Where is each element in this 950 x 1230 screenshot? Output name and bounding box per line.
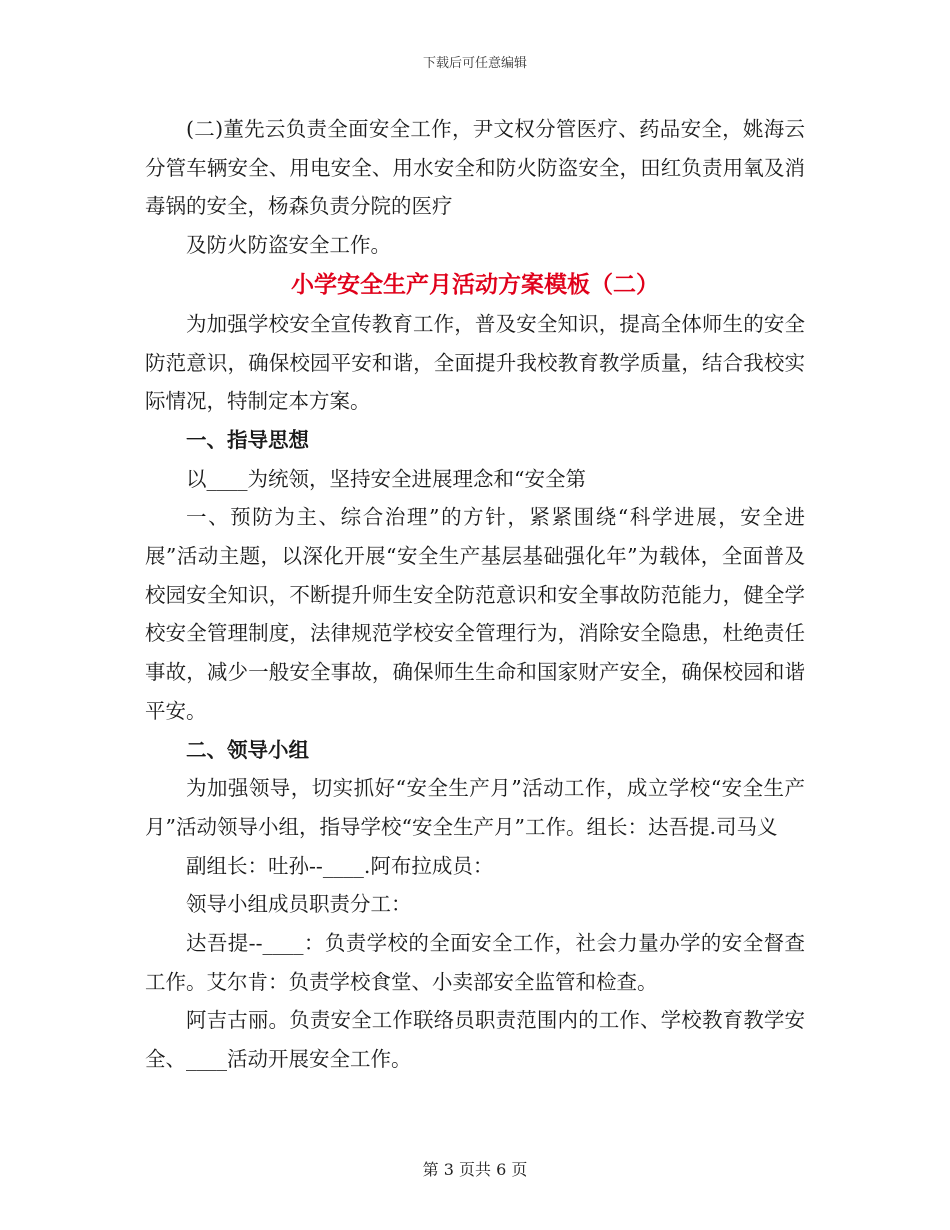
- paragraph-deputy-leader: 副组长：吐孙--____.阿布拉成员：: [186, 853, 494, 878]
- page-header: 下载后可任意编辑: [422, 56, 527, 71]
- page-footer: 第 3 页共 6 页: [422, 1160, 528, 1179]
- paragraph-duties-2: 阿吉古丽。负责安全工作联络员职责范围内的工作、学校教育教学安全、____活动开展安全工作。: [145, 1008, 805, 1072]
- paragraph-intro: 为加强学校安全宣传教育工作，普及安全知识，提高全体师生的安全防范意识，确保校园平安和谐，全面提升我校教育教学质量，结合我校实际情况，特制定本方案。: [145, 311, 805, 414]
- paragraph-guiding-2: 一、预防为主、综合治理”的方针，紧紧围绕“科学进展，安全进展”活动主题，以深化开展“安全生产基层基础强化年”为载体，全面普及校园安全知识，不断提升师生安全防范意识和安全事故防范能力，健全学校安全管理制度，法律规范学校安全管理行为，消除安全隐患，杜绝责任事故，减少一般安全事故，确保师生生命和国家财产安全，确保校园和谐平安。: [145, 505, 805, 723]
- document-body: [145, 110, 805, 1079]
- paragraph-responsibilities: (二)董先云负责全面安全工作，尹文权分管医疗、药品安全，姚海云分管车辆安全、用电安全、用水安全和防火防盗安全，田红负责用氧及消毒锅的安全，杨森负责分院的医疗: [145, 117, 805, 219]
- paragraph-duties-heading: 领导小组成员职责分工：: [186, 892, 412, 917]
- section-heading-leadership-group: 二、领导小组: [186, 737, 309, 762]
- document-title: 小学安全生产月活动方案模板（二）: [291, 270, 659, 298]
- paragraph-guiding-1: 以____为统领，坚持安全进展理念和“安全第: [186, 466, 586, 491]
- paragraph-responsibilities-cont: 及防火防盗安全工作。: [186, 233, 391, 258]
- paragraph-duties-1: 达吾提--____：负责学校的全面安全工作，社会力量办学的安全督查工作。艾尔肯：负责学校食堂、小卖部安全监管和检查。: [145, 931, 805, 994]
- paragraph-leadership: 为加强领导，切实抓好“安全生产月”活动工作，成立学校“安全生产月”活动领导小组，指导学校“安全生产月”工作。组长：达吾提.司马义: [145, 776, 805, 839]
- section-heading-guiding-ideology: 一、指导思想: [186, 427, 309, 452]
